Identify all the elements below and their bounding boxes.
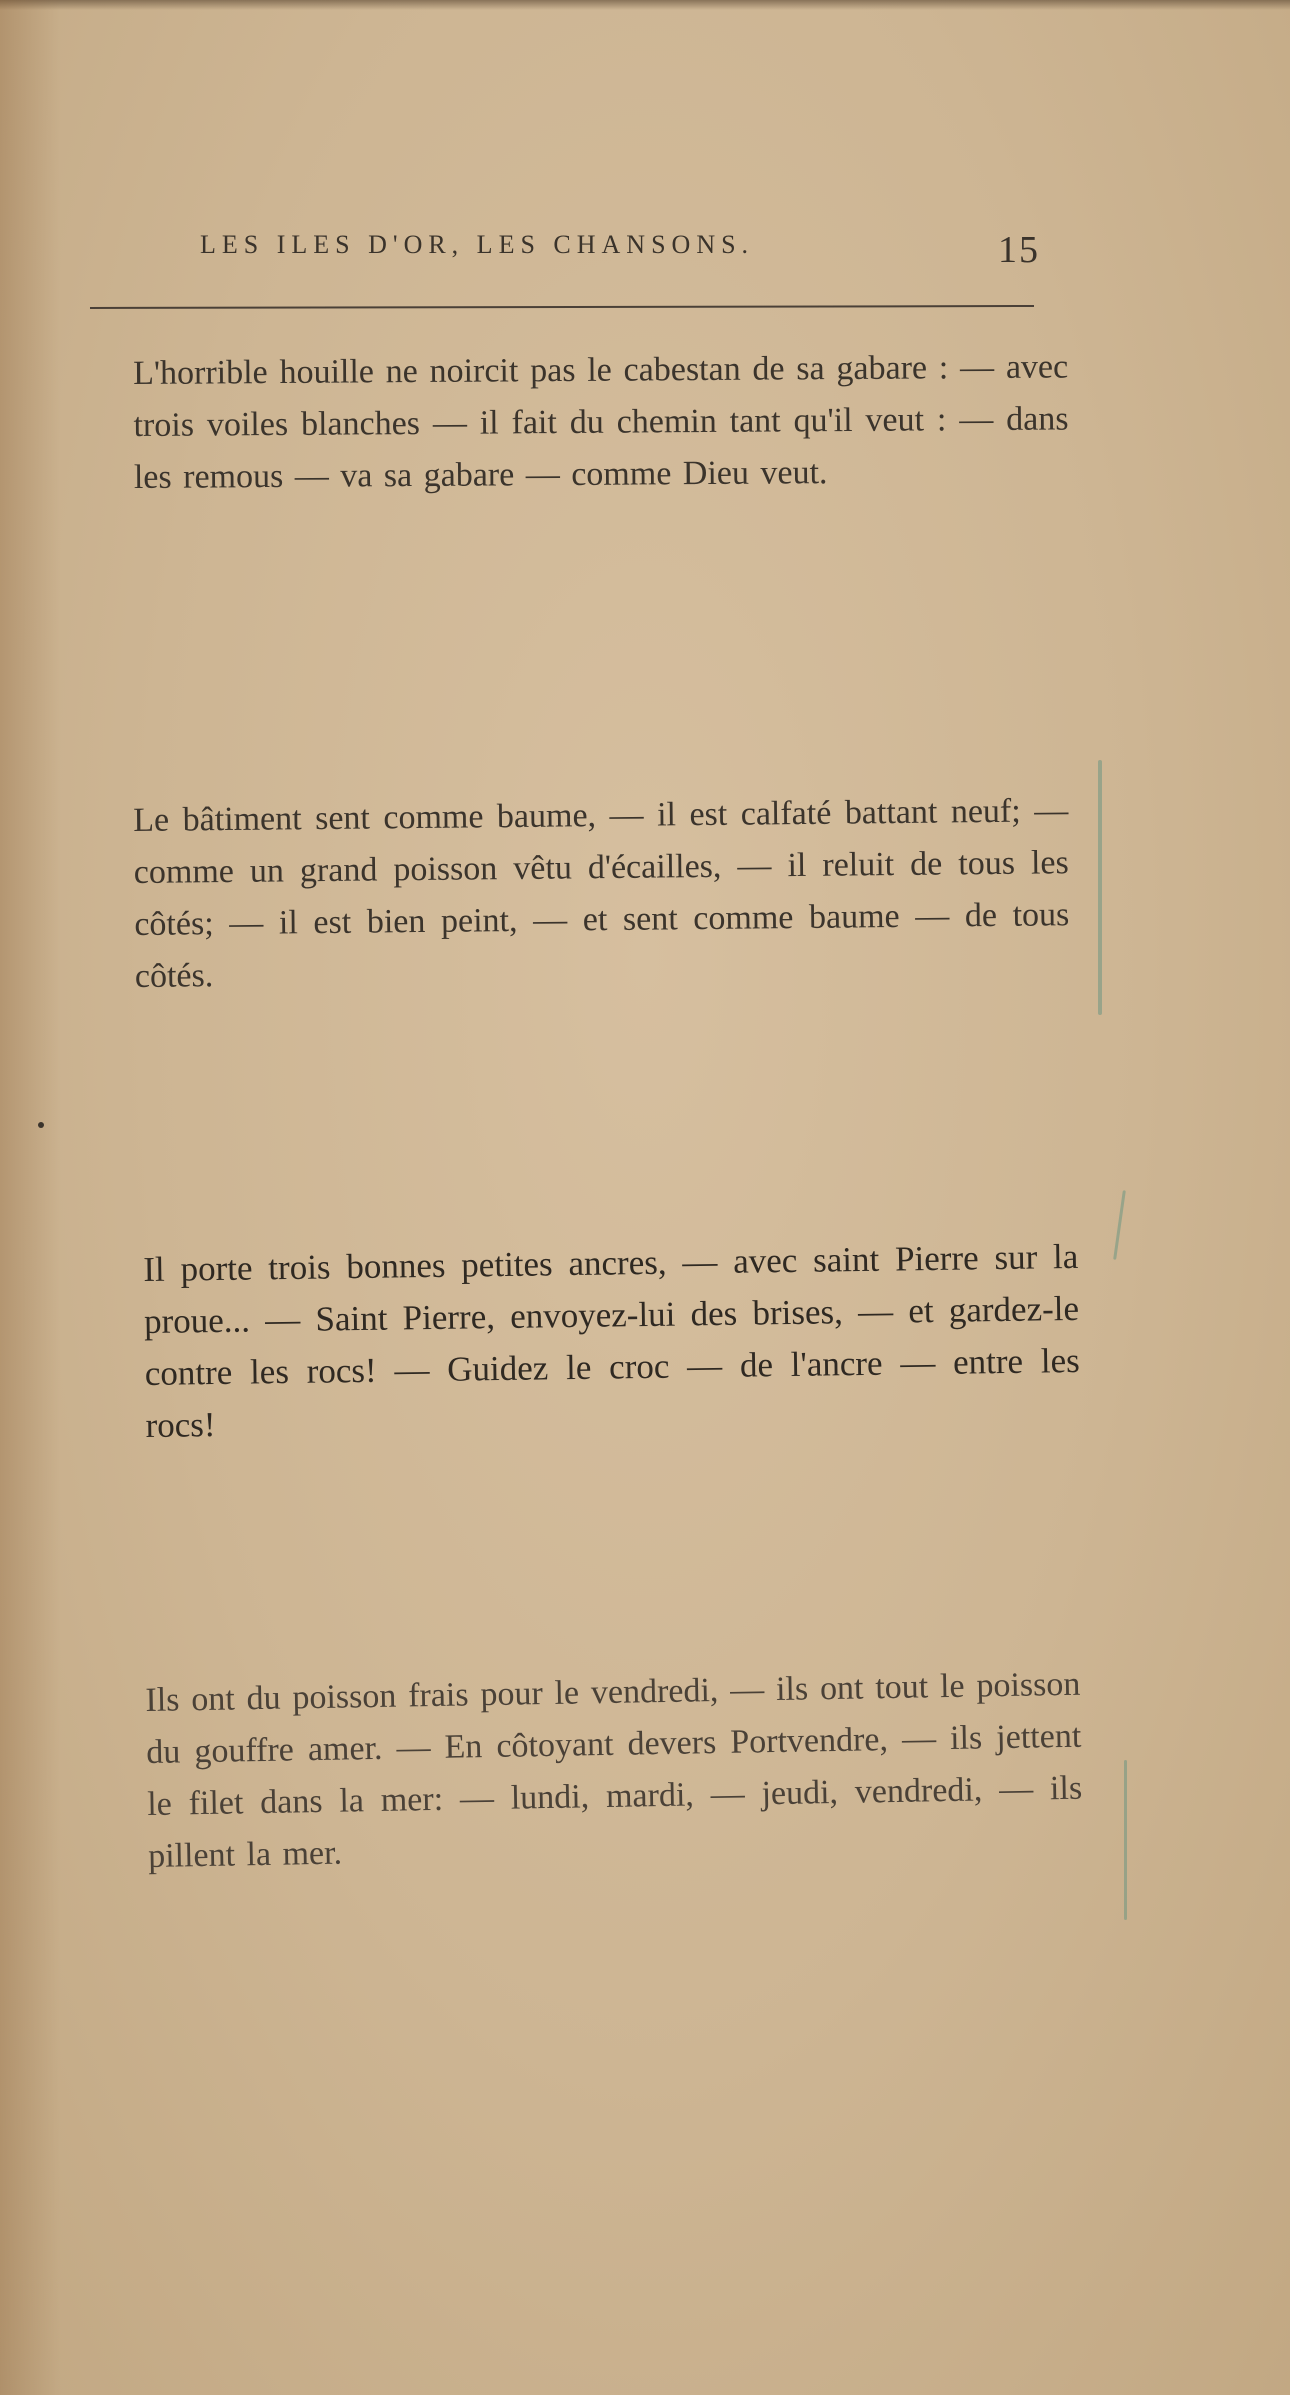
ink-speck — [38, 1122, 44, 1128]
paragraph-4: Ils ont du poisson frais pour le vendredi, — ils ont tout le poisson du gouffre amer. — En côtoyant devers Portvendre, — ils jettent le filet dans la mer: — lundi, mardi, — jeudi, vendredi, — ils pillent la mer. — [145, 1665, 1083, 1875]
paragraph-1: L'horrible houille ne noircit pas le cabestan de sa gabare : — avec trois voiles blanches — il fait du chemin tant qu'il veut : — dans les remous — va sa gabare — comme Dieu veut. — [133, 348, 1069, 496]
page-top-edge — [0, 0, 1290, 10]
page-gutter-shadow — [0, 0, 60, 2395]
running-title: LES ILES D'OR, LES CHANSONS. — [200, 230, 755, 259]
margin-pencil-mark — [1098, 760, 1102, 1015]
paragraph-3: Il porte trois bonnes petites ancres, — avec saint Pierre sur la proue... — Saint Pierre, envoyez-lui des brises, — et gardez-le contre les rocs! — Guidez le croc — de l'ancre — entre les rocs! — [143, 1236, 1080, 1445]
paragraph-2: Le bâtiment sent comme baume, — il est calfaté battant neuf; — comme un grand poisson vêtu d'écailles, — il reluit de tous les côtés; — il est bien peint, — et sent comme baume — de tous côtés. — [133, 792, 1070, 995]
running-head — [200, 230, 1040, 270]
header-rule — [90, 305, 1034, 309]
margin-pencil-mark — [1124, 1760, 1127, 1920]
margin-pencil-mark — [1113, 1190, 1126, 1260]
page-number: 15 — [998, 229, 1040, 271]
